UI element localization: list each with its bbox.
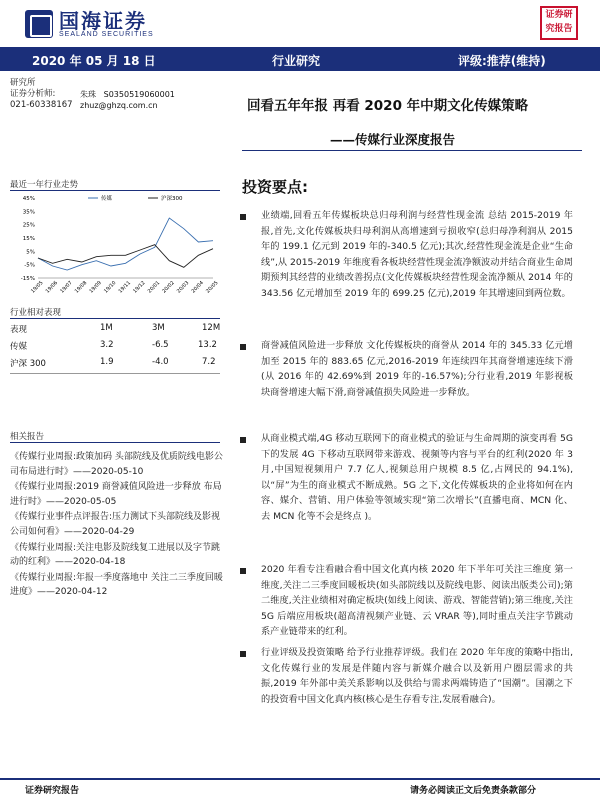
perf-cell: -4.0 [152,357,169,367]
footer-divider [0,778,600,780]
x-tick-label: 19/12 [132,280,147,295]
x-tick-label: 19/08 [73,280,89,295]
trend-chart [8,190,218,300]
x-tick-label: 20/03 [175,280,191,295]
bullet-icon [240,214,246,220]
x-tick-label: 20/04 [190,280,205,295]
bullet-icon [240,437,246,443]
perf-col: 12M [202,323,221,333]
logo-mark-icon [25,10,53,38]
header-bar [0,47,600,71]
perf-header-row [10,322,220,336]
report-link[interactable]: 《传媒行业周报:政策加码 头部院线及优质院线电影公司布局进行时》——2020-05-10 [10,452,223,477]
key-point: 从商业模式端,4G 移动互联网下的商业模式的验证与生命周期的演变再看 5G 下的发展 4G 下移动互联网带来游戏、视频等内容与平台的红利(2020 年 3 月,中国短视频用户 7.7 亿人,视频总用户规模 8.5 亿,占网民的 94.1%),以“屏”为生的商业模式不断成熟。5G 之下,文化传媒板块的企业将如何在内容、媒介、营销、用户体验等领域实现“第二次增长”(直播电商、MCN 化、去 MCN 化等不会是终点 )。 [261,433,573,522]
key-point: 业绩端,回看五年传媒板块总归母利润与经营性现金流 总结 2015-2019 年报,首先,文化传媒板块归母利润从高增速到亏损收窄(总归母净利润从 2015 年的 199.1 亿元到 2019 年的-340.5 亿元);其次,经营性现金流是企业“生命线”,从 2015-2019 年维度看各板块经营性现金流净额波动并结合商业生命周期预判其经营的业绩改善拐点(文化传媒板块经营性现金流净额从 2014 年的 343.56 亿元增加至 2019 年的 699.25 亿元),2019 年其增速回到两位数。 [261,210,573,299]
reports-heading: 相关报告 [10,432,45,442]
y-tick-label: -5% [24,262,35,269]
analyst-dept: 研究所 [10,78,36,88]
logo-cn: 国海证券 [59,8,147,33]
trend-heading: 最近一年行业走势 [10,180,79,190]
key-point: 商誉减值风险进一步释放 文化传媒板块的商誉从 2014 年的 345.33 亿元增加至 2015 年的 883.65 亿元,2016-2019 年连续四年其商誉增速连续下滑(从 2016 年的 42.69%到 2019 年的-16.57%);分行业看,2019 年影视板块商誉增速大幅下滑,商誉减值损失风险进一步释放。 [261,340,573,398]
bullet-icon [240,568,246,574]
x-tick-label: 20/05 [205,280,220,295]
reports-divider [10,442,220,443]
perf-cell: 1.9 [100,357,114,367]
legend-label: 传媒 [101,196,113,202]
series-line-1 [38,245,213,268]
x-tick-label: 19/10 [102,280,118,295]
perf-bottom-divider [10,373,220,374]
perf-col: 1M [100,323,113,333]
report-link[interactable]: 《传媒行业事件点评报告:压力测试下头部院线及影视公司如何看》——2020-04-29 [10,512,221,537]
analyst-details [80,89,175,111]
analyst-name: 朱珠 [80,90,96,99]
key-point: 行业评级及投资策略 给予行业推荐评级。我们在 2020 年年度的策略中指出,文化传媒行业的发展是伴随内容与新媒介融合以及新用户圈层需求的共振,2019 年外部中美关系影响以及供给与需求两端铸造了“国潮”。国潮之下的投资看中国文化真内核(核心是生存看专注,发展看融合)。 [261,647,573,705]
bullet-icon [240,344,246,350]
report-link[interactable]: 《传媒行业周报:2019 商誉减值风险进一步释放 布局进行时》——2020-05-05 [10,482,222,507]
bullet-icon [240,651,246,657]
y-tick-label: 25% [22,222,35,229]
perf-cell: 传媒 [10,342,28,352]
perf-cell: 13.2 [198,340,217,350]
report-stamp: 证券研究报告 [540,6,578,40]
analyst-label: 证券分析师: [10,89,56,99]
perf-row [10,356,220,370]
report-title: 回看五年年报 再看 2020 年中期文化传媒策略 [247,98,529,114]
report-date: 2020 年 05 月 18 日 [32,54,156,68]
perf-row [10,339,220,353]
analyst-block [10,78,73,111]
report-link[interactable]: 《传媒行业周报:年报一季度落地中 关注二三季度回暖进度》——2020-04-12 [10,572,223,598]
analyst-phone: 021-60338167 [10,100,73,110]
perf-col: 3M [152,323,165,333]
y-tick-label: 15% [22,236,35,242]
y-tick-label: 45% [22,196,35,202]
footer-left: 证券研究报告 [25,786,80,796]
perf-cell: 7.2 [202,357,216,367]
x-tick-label: 19/11 [117,280,133,295]
analyst-cert: S0350519060001 [103,90,175,99]
report-category: 行业研究 [272,54,321,68]
perf-divider [10,318,220,319]
perf-heading: 行业相对表现 [10,308,62,318]
y-tick-label: 35% [22,209,35,216]
report-rating: 评级:推荐(维持) [458,54,546,68]
legend-label: 沪深300 [161,196,183,202]
perf-cell: 3.2 [100,340,114,350]
analyst-email: zhuz@ghzq.com.cn [80,101,158,110]
section-heading: 投资要点: [242,178,308,196]
title-divider [242,150,582,151]
series-line-0 [38,218,213,270]
logo-en: SEALAND SECURITIES [59,30,154,38]
company-logo [25,8,245,40]
y-tick-label: 5% [26,249,35,256]
report-link[interactable]: 《传媒行业周报:关注电影及院线复工进展以及字节跳动的红利》——2020-04-18 [10,542,221,568]
perf-cell: 沪深 300 [10,359,46,369]
related-reports [10,450,225,601]
perf-col: 表现 [10,325,28,335]
x-tick-label: 19/06 [44,280,60,295]
x-tick-label: 20/02 [161,280,176,295]
y-tick-label: -15% [20,276,35,282]
report-subtitle: ——传媒行业深度报告 [330,132,456,147]
x-tick-label: 19/09 [88,280,103,295]
key-point: 2020 年看专注看融合看中国文化真内核 2020 年下半年可关注三维度 第一维度,关注二三季度回暖板块(如头部院线以及院线电影、阅读出版类公司);第二维度,关注业绩相对确定板块(如线上阅读、游戏、智能营销);第三维度,关注 5G 后端应用板块(超高清视频产业链、云 VRAR 等),同时重点关注字节跳动系产业链带来的红利。 [261,564,573,638]
x-tick-label: 19/05 [30,280,45,295]
perf-cell: -6.5 [152,340,169,350]
x-tick-label: 20/01 [146,280,162,295]
x-tick-label: 19/07 [59,280,74,295]
footer-right: 请务必阅读正文后免责条款部分 [410,786,537,796]
